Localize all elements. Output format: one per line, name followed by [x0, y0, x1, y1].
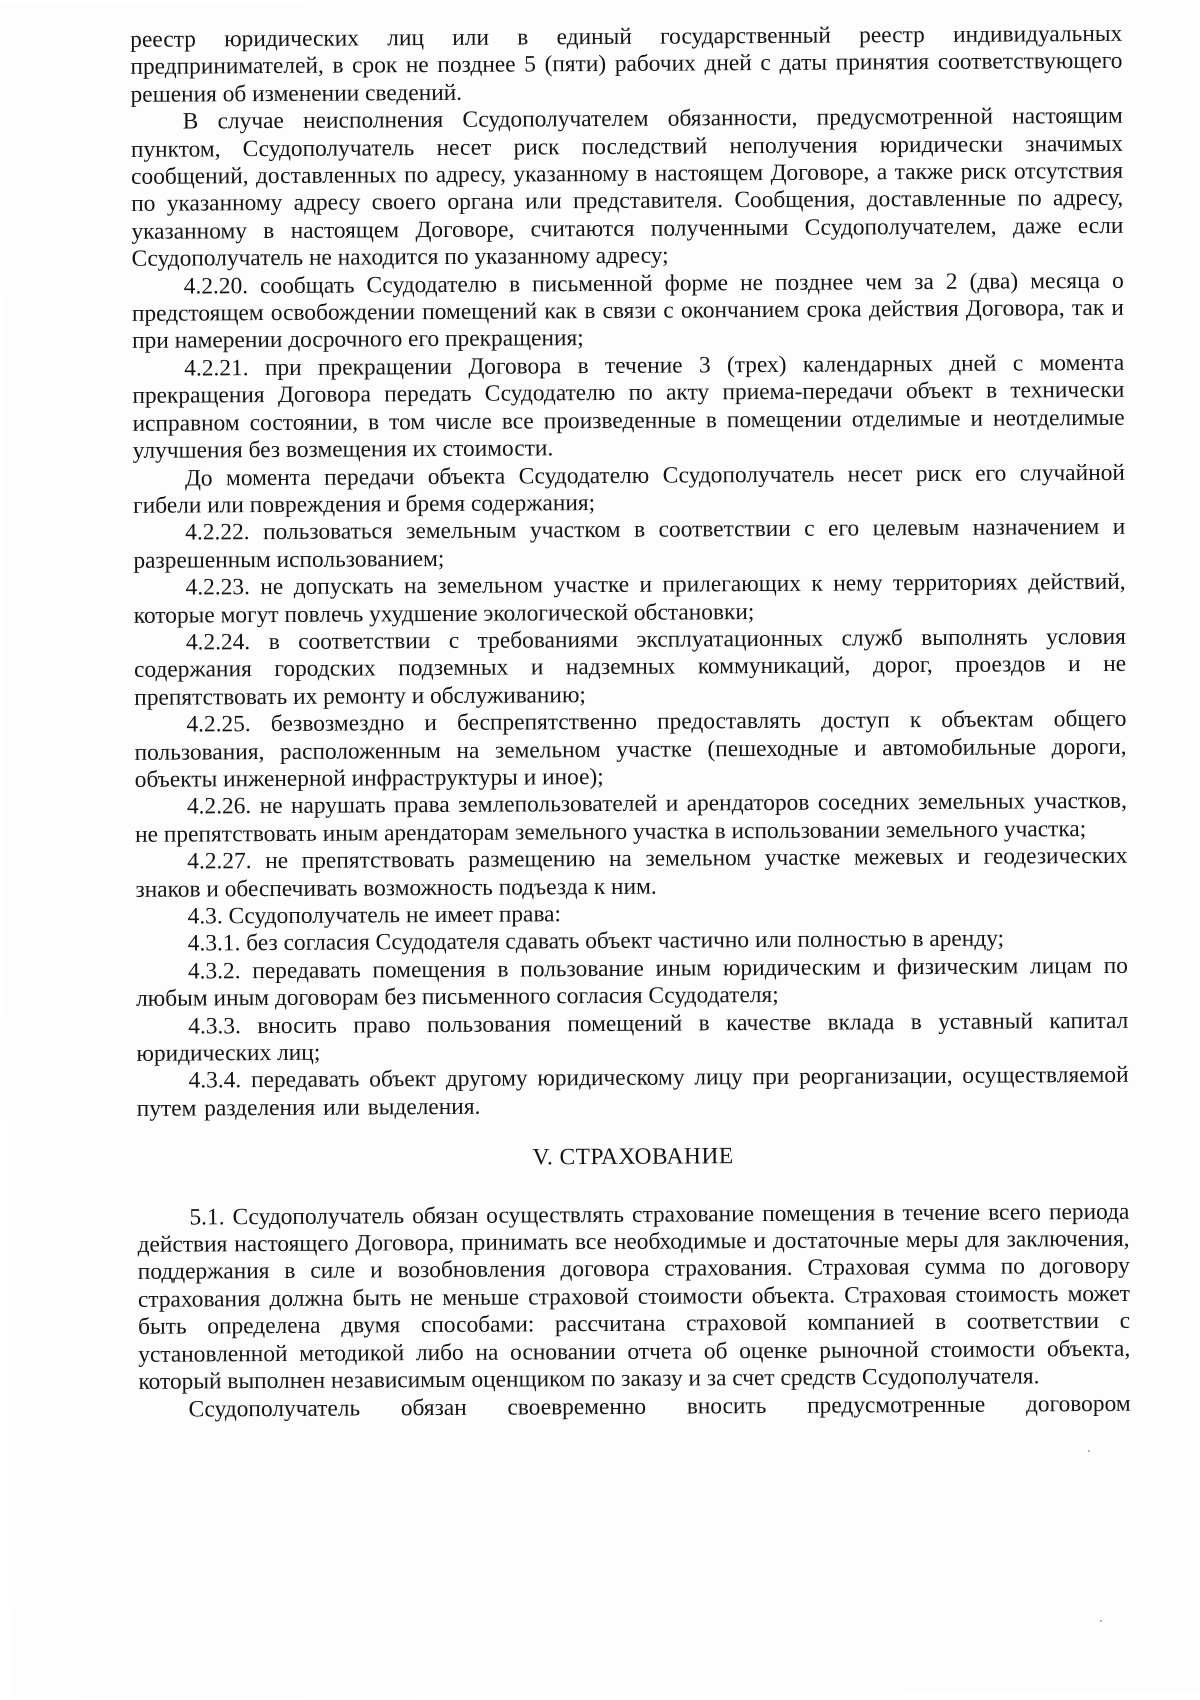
clause-4-2-26: 4.2.26. не нарушать права землепользователей и арендаторов соседних земельных участков, не препятствовать иным арендаторам земельного участка в использовании земельного участка;	[135, 788, 1127, 848]
clause-4-2-21: 4.2.21. при прекращении Договора в течение 3 (трех) календарных дней с момента прекращения Договора передать Ссудодателю по акту приема-передачи объект в технически исправном состоянии, в том числе все произведенные в помещении отделимые и неотделимые улучшения без возмещения их стоимости.	[132, 349, 1125, 464]
clause-4-3-3: 4.3.3. вносить право пользования помещений в качестве вклада в уставный капитал юридических лиц;	[136, 1007, 1129, 1067]
clause-4-2-22: 4.2.22. пользоваться земельным участком в соответствии с его целевым назначением и разрешенным использованием;	[133, 514, 1126, 574]
clause-4-3-4: 4.3.4. передавать объект другому юридическому лицу при реорганизации, осуществляемой путем разделения или выделения.	[136, 1062, 1129, 1122]
clause-5-1: 5.1. Ссудополучатель обязан осуществлять страхование помещения в течение всего периода действия настоящего Договора, принимать все необходимые и достаточные меры для заключения, поддержания в силе и возобновления договора страхования. Страховая сумма по договору страхования должна быть не меньше страховой стоимости объекта. Страховая стоимость может быть определена двумя способами: рассчитана страховой компанией в соответствии с установленной методикой либо на основании отчета об оценке рыночной стоимости объекта, который выполнен независимым оценщиком по заказу и за счет средств Ссудополучателя.	[137, 1198, 1131, 1395]
clause-4-2-25: 4.2.25. безвозмездно и беспрепятственно предоставлять доступ к объектам общего пользования, расположенным на земельном участке (пешеходные и автомобильные дороги, объекты инженерной инфраструктуры и иное);	[134, 705, 1127, 793]
paragraph-notification-risk: В случае неисполнения Ссудополучателем обязанности, предусмотренной настоящим пунктом, Ссудополучатель несет риск последствий неполучения юридически значимых сообщений, доставленных по адресу, указанному в настоящем Договоре, а также риск отсутствия по указанному адресу своего органа или представителя. Сообщения, доставленные по адресу, указанному в настоящем Договоре, считаются полученными Ссудополучателем, даже если Ссудополучатель не находится по указанному адресу;	[130, 103, 1124, 273]
scan-speck	[1100, 1620, 1102, 1622]
clause-4-2-23: 4.2.23. не допускать на земельном участке и прилегающих к нему территориях действий, которые могут повлечь ухудшение экологической обстановки;	[133, 568, 1126, 629]
clause-4-3: 4.3. Ссудополучатель не имеет права:	[187, 901, 562, 930]
paragraph-transfer-risk: До момента передачи объекта Ссудодателю Ссудополучатель несет риск его случайной гибели или повреждения и бремя содержания;	[133, 459, 1125, 519]
paragraph-insurance-continuation: Ссудополучатель обязан своевременно вносить предусмотренные договором	[188, 1390, 1131, 1423]
clause-4-3-2: 4.3.2. передавать помещения в пользование иным юридическим и физическим лицам по любым иным договорам без письменного согласия Ссудодателя;	[136, 952, 1128, 1013]
clause-4-2-27: 4.2.27. не препятствовать размещению на земельном участке межевых и геодезических знаков и обеспечивать возможность подъезда к ним.	[135, 842, 1128, 903]
scan-speck	[1088, 1450, 1090, 1452]
clause-4-3-1: 4.3.1. без согласия Ссудодателя сдавать объект частично или полностью в аренду;	[187, 925, 1005, 957]
clause-4-2-24: 4.2.24. в соответствии с требованиями эксплуатационных служб выполнять условия содержания городских подземных и надземных коммуникаций, дорог, проездов и не препятствовать их ремонту и обслуживанию;	[134, 623, 1127, 711]
paragraph-registry-continuation: реестр юридических лиц или в единый государственный реестр индивидуальных предпринимателей, в срок не позднее 5 (пяти) рабочих дней с даты принятия соответствующего решения об изменении сведений.	[130, 20, 1123, 108]
section-heading-insurance: V. СТРАХОВАНИЕ	[532, 1143, 734, 1171]
clause-4-2-20: 4.2.20. сообщать Ссудодателю в письменной форме не позднее чем за 2 (два) месяца о предстоящем освобождении помещений как в связи с окончанием срока действия Договора, так и при намерении досрочного его прекращения;	[131, 267, 1124, 355]
